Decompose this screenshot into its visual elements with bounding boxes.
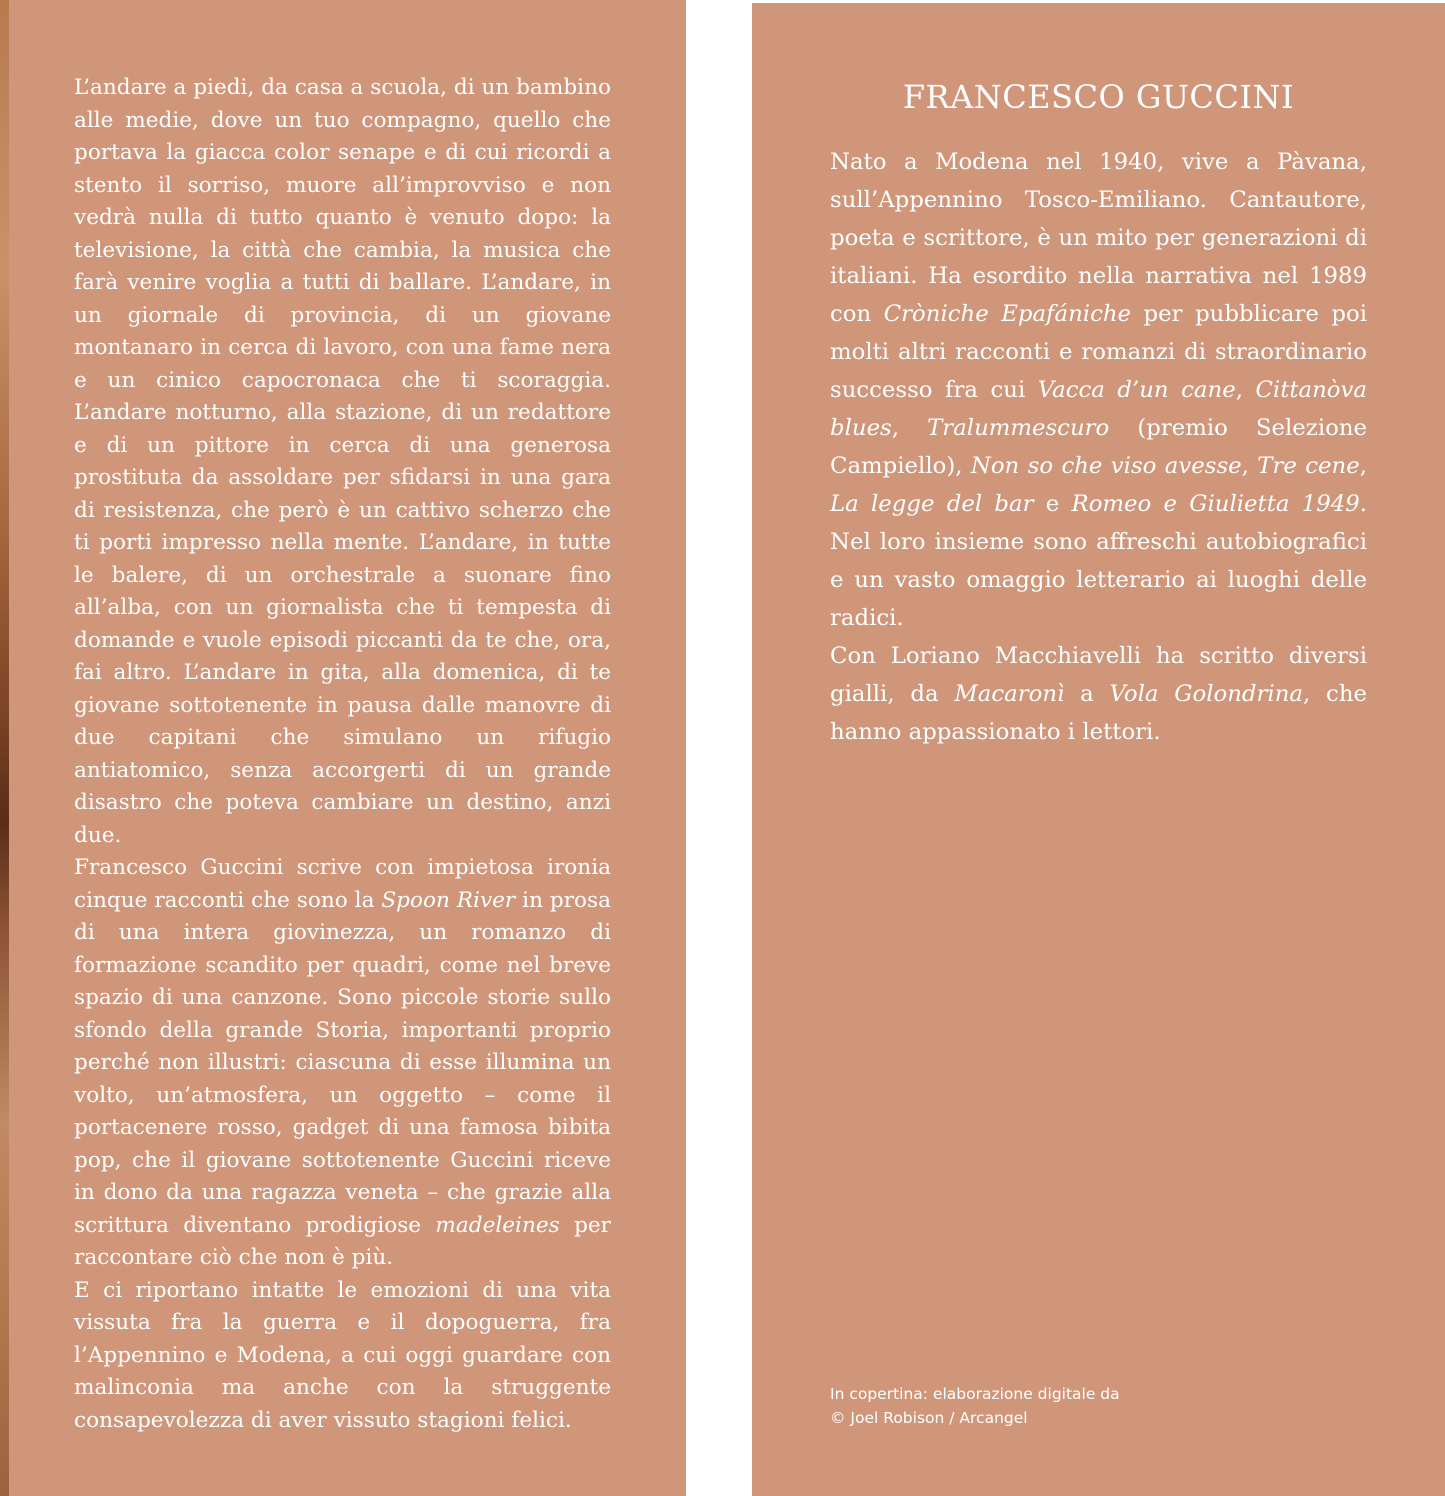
bio-book-title: Vacca d’un cane [1037,377,1236,403]
bio-book-title: Cròniche Epafániche [883,301,1132,327]
bio-text: e [1033,491,1072,517]
bio-book-title: Cittanòva blues [830,377,1367,441]
book-blurb [74,72,611,1437]
author-bio [830,143,1367,751]
cover-credits [830,1382,1230,1430]
blurb-text: per raccontare ciò che non è più. [74,1212,611,1270]
bio-text: Con Loriano Macchiavelli ha scritto diversi gialli, da [830,643,1367,707]
bio-book-title: Tre cene [1257,453,1360,479]
blurb-text: Francesco Guccini scrive con impietosa ironia cinque racconti che sono la [74,855,611,913]
cover-image-edge [0,0,9,1496]
blurb-paragraph-3: E ci riportano intatte le emozioni di una vita vissuta fra la guerra e il dopoguerra, fra l’Appennino e Modena, a cui oggi guardare con malinconia ma anche con la struggente consapevolezza di aver vissuto stagioni felici. [74,1277,611,1433]
bio-book-title: Romeo e Giulietta 1949 [1071,491,1360,517]
bio-book-title: Non so che viso avesse [970,453,1242,479]
credit-line: In copertina: elaborazione digitale da [830,1385,1120,1403]
bio-text: (premio Selezione Campiello), [830,415,1368,479]
bio-book-title: Vola Golondrina [1109,681,1303,707]
bio-book-title: Macaronì [954,681,1065,707]
author-name: FRANCESCO GUCCINI [902,78,1295,116]
bio-text: , [891,415,928,441]
left-flap [9,0,686,1496]
credit-line: © Joel Robison / Arcangel [830,1409,1028,1427]
bio-paragraph-2 [830,637,1367,751]
blurb-italic-title: Spoon River [381,887,516,913]
right-flap [752,3,1445,1496]
blurb-paragraph-1: L’andare a piedi, da casa a scuola, di un bambino alle medie, dove un tuo compagno, quello che portava la giacca color senape e di cui ricordi a stento il sorriso, muore all’improvviso e non vedrà nulla di tutto quanto è venuto dopo: la televisione, la città che cambia, la musica che farà venire voglia a tutti di ballare. L’andare, in un giornale di provincia, di un giovane montanaro in cerca di lavoro, con una fame nera e un cinico capocronaca che ti scoraggia. L’andare notturno, alla stazione, di un redattore e di un pittore in cerca di una generosa prostituta da assoldare per sfidarsi in una gara di resistenza, che però è un cattivo scherzo che ti porti impresso nella mente. L’andare, in tutte le balere, di un orchestrale a suonare fino all’alba, con un giornalista che ti tempesta di domande e vuole episodi piccanti da te che, ora, fai altro. L’andare in gita, alla domenica, di te giovane sottotenente in pausa dalle manovre di due capitani che simulano un rifugio antiatomico, senza accorgerti di un grande disastro che poteva cambiare un destino, anzi due. [74,75,611,848]
bio-paragraph-1 [830,143,1367,637]
bio-text: , [1241,453,1258,479]
bio-text: , che hanno appassionato i lettori. [830,681,1367,745]
bio-book-title: La legge del bar [830,491,1034,517]
bio-text: Nato a Modena nel 1940, vive a Pàvana, sull’Appennino Tosco-Emiliano. Cantautore, poeta e scrittore, è un mito per generazioni di italiani. Ha esordito nella narrativa nel 1989 con [830,149,1367,327]
bio-text: per pubblicare poi molti altri racconti e romanzi di straordinario successo fra cui [830,301,1368,403]
bio-text: . Nel loro insieme sono affreschi autobiografici e un vasto omaggio letterario ai luoghi delle radici. [830,491,1368,631]
bio-text: , [1235,377,1256,403]
blurb-paragraph-2 [74,852,611,1275]
blurb-text: in prosa di una intera giovinezza, un romanzo di formazione scandito per quadri, come nel breve spazio di una canzone. Sono piccole storie sullo sfondo della grande Storia, importanti proprio perché non illustri: ciascuna di esse illumina un volto, un’atmosfera, un oggetto – come il portacenere rosso, gadget di una famosa bibita pop, che il giovane sottotenente Guccini riceve in dono da una ragazza veneta – che grazie alla scrittura diventano prodigiose [74,887,611,1238]
bio-book-title: Tralummescuro [927,415,1110,441]
blurb-italic-word: madeleines [435,1212,560,1238]
bio-text: a [1064,681,1110,707]
bio-text: , [1359,453,1367,479]
